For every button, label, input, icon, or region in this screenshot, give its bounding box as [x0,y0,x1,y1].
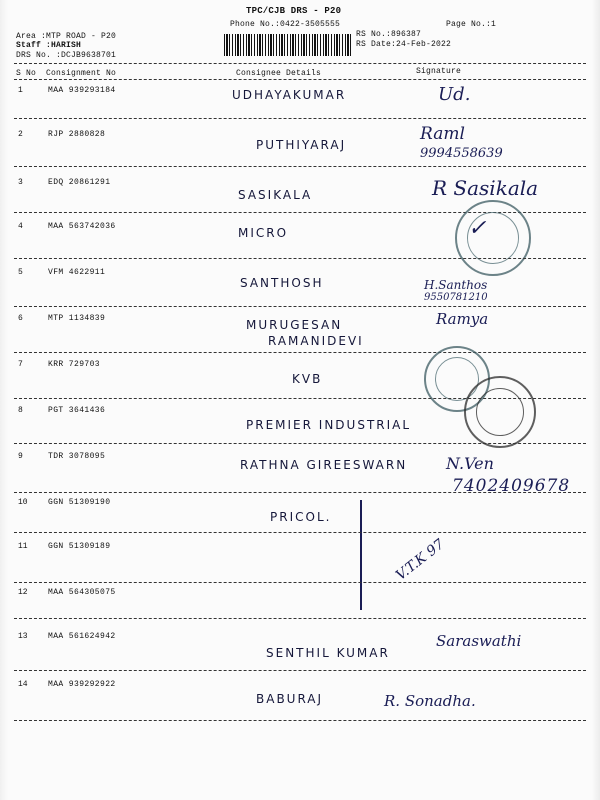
divider [14,443,586,444]
row-sno: 9 [18,452,23,461]
row-sno: 14 [18,680,28,689]
row-sno: 4 [18,222,23,231]
page-number: Page No.:1 [446,20,497,29]
rs-date: RS Date:24-Feb-2022 [356,40,452,49]
consignee-name: PRICOL. [270,510,332,524]
consignment-number: GGN 51309190 [48,498,111,507]
divider [14,492,586,493]
divider [14,258,586,259]
consignment-number: MAA 564305075 [48,588,116,597]
consignee-name: BABURAJ [256,692,324,706]
consignee-name: SANTHOSH [240,276,324,290]
divider [14,618,586,619]
signature: Ramya [436,310,489,328]
sheet-title: TPC/CJB DRS - P20 [246,6,342,16]
consignee-name: SENTHIL KUMAR [266,646,390,660]
row-sno: 7 [18,360,23,369]
consignment-number: MAA 939292922 [48,680,116,689]
row-sno: 2 [18,130,23,139]
divider [14,352,586,353]
stamp-ring [476,388,524,436]
signature: Raml [420,124,465,144]
drs-number: DRS No. :DCJB9638701 [16,51,117,60]
rs-number: RS No.:896387 [356,30,422,39]
bracket-mark [360,500,362,610]
consignment-number: RJP 2880828 [48,130,106,139]
row-sno: 10 [18,498,28,507]
check-mark-icon: ✓ [468,216,487,241]
consignment-number: KRR 729703 [48,360,101,369]
divider [14,398,586,399]
col-header-signature: Signature [416,67,462,76]
consignment-number: MAA 563742036 [48,222,116,231]
area-label: Area :MTP ROAD - P20 [16,32,117,41]
phone-number: Phone No.:0422-3505555 [230,20,341,29]
signature: V.T.K 97 [393,536,448,584]
divider [14,720,586,721]
divider [14,118,586,119]
consignment-number: GGN 51309189 [48,542,111,551]
consignee-name: MICRO [238,226,289,240]
consignment-number: TDR 3078095 [48,452,106,461]
col-header-sno: S No [16,69,37,78]
col-header-consignment: Consignment No [46,69,117,78]
consignee-name: KVB [292,372,323,386]
row-sno: 8 [18,406,23,415]
company-stamp [464,376,536,448]
staff-label: Staff :HARISH [16,41,82,50]
consignee-name: SASIKALA [238,188,313,202]
divider [14,63,586,64]
consignment-number: EDQ 20861291 [48,178,111,187]
signature: Ud. [438,84,471,105]
phone-annotation: 9550781210 [424,292,488,303]
divider [14,532,586,533]
divider [14,670,586,671]
phone-annotation: 7402409678 [452,476,571,496]
consignee-name-second: RAMANIDEVI [268,334,364,348]
consignment-number: MAA 561624942 [48,632,116,641]
signature: R. Sonadha. [384,692,476,710]
consignment-number: PGT 3641436 [48,406,106,415]
company-stamp [455,200,531,276]
consignee-name: RATHNA GIREESWARN [240,458,408,472]
row-sno: 6 [18,314,23,323]
signature: R Sasikala [432,176,539,200]
consignee-name: MURUGESAN [246,318,343,332]
divider [14,166,586,167]
row-sno: 3 [18,178,23,187]
consignment-number: VFM 4622911 [48,268,106,277]
divider [14,79,586,80]
row-sno: 12 [18,588,28,597]
signature: Saraswathi [436,632,522,650]
consignment-number: MTP 1134839 [48,314,106,323]
row-sno: 11 [18,542,28,551]
row-sno: 5 [18,268,23,277]
signature: N.Ven [446,454,494,473]
row-sno: 1 [18,86,23,95]
divider [14,582,586,583]
consignee-name: PREMIER INDUSTRIAL [246,418,412,432]
signature: H.Santhos [424,278,488,292]
consignee-name: UDHAYAKUMAR [232,88,347,102]
consignment-number: MAA 939293184 [48,86,116,95]
phone-annotation: 9994558639 [420,146,503,161]
consignee-name: PUTHIYARAJ [256,138,347,152]
col-header-consignee: Consignee Details [236,69,322,78]
row-sno: 13 [18,632,28,641]
divider [14,306,586,307]
barcode [224,34,352,56]
